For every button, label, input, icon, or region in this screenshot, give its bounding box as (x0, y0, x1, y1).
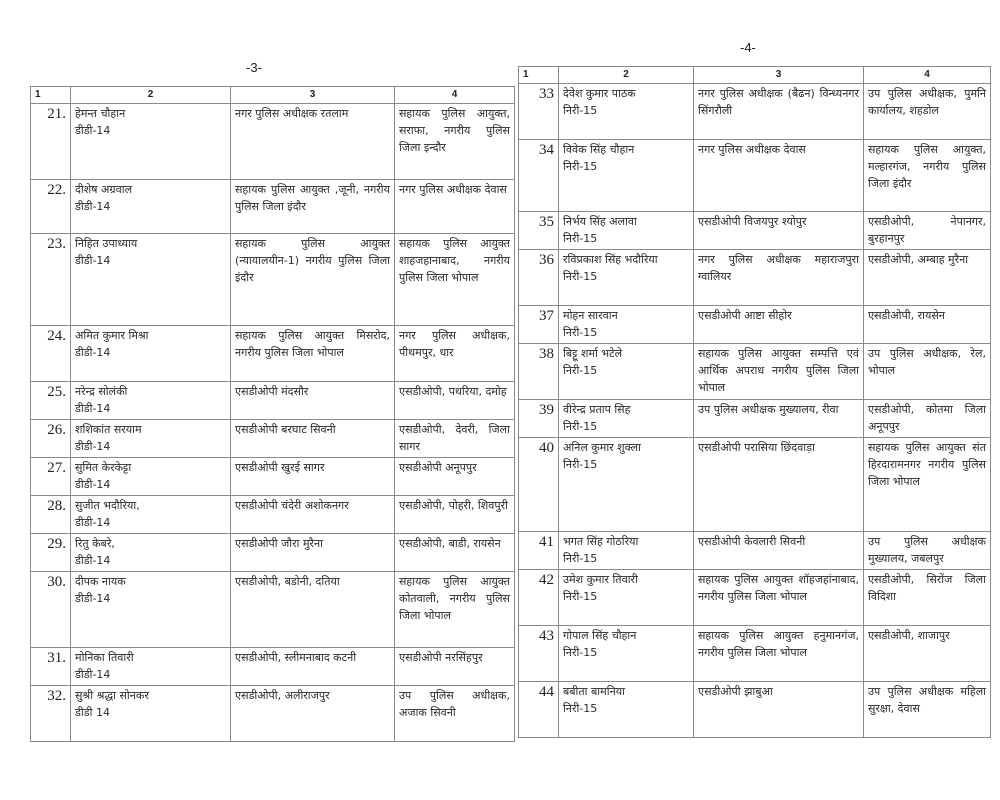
officer-cell (559, 532, 694, 570)
officer-cell (71, 326, 231, 382)
col-header-new-posting: 4 (395, 87, 515, 104)
serial-number: 32. (31, 686, 71, 742)
table-row (31, 648, 515, 686)
officer-name: गोपाल सिंह चौहान (563, 629, 637, 642)
col-header-name: 2 (71, 87, 231, 104)
officer-cell (559, 570, 694, 626)
officer-cell (559, 400, 694, 438)
officer-cell (559, 250, 694, 306)
current-posting: नगर पुलिस अधीक्षक रतलाम (231, 104, 395, 180)
serial-number: 21. (31, 104, 71, 180)
serial-number: 43 (519, 626, 559, 682)
serial-number: 38 (519, 344, 559, 400)
new-posting: एसडीओपी, शाजापुर (864, 626, 991, 682)
table-row (519, 250, 991, 306)
serial-number: 31. (31, 648, 71, 686)
serial-number: 22. (31, 180, 71, 234)
officer-rank: डीडी-14 (75, 346, 111, 359)
officer-name: हेमन्त चौहान (75, 107, 126, 120)
new-posting: एसडीओपी नरसिंहपुर (395, 648, 515, 686)
officer-name: रितु केबरे, (75, 537, 115, 550)
new-posting: एसडीओपी, बाडी, रायसेन (395, 534, 515, 572)
current-posting: सहायक पुलिस आयुक्त शॉहजहांनाबाद, नगरीय पुलिस जिला भोपाल (694, 570, 864, 626)
serial-number: 41 (519, 532, 559, 570)
new-posting: सहायक पुलिस आयुक्त शाहजहानाबाद, नगरीय पुलिस जिला भोपाल (395, 234, 515, 326)
officer-rank: निरी-15 (563, 364, 598, 377)
table-row (519, 344, 991, 400)
serial-number: 26. (31, 420, 71, 458)
current-posting: एसडीओपी केवलारी सिवनी (694, 532, 864, 570)
officer-rank: डीडी-14 (75, 516, 111, 529)
officer-cell (559, 626, 694, 682)
officer-rank: डीडी-14 (75, 554, 111, 567)
current-posting: एसडीओपी, अलीराजपुर (231, 686, 395, 742)
table-row (519, 400, 991, 438)
serial-number: 34 (519, 140, 559, 212)
officer-cell (559, 84, 694, 140)
officer-name: मोनिका तिवारी (75, 651, 134, 664)
page-number-left: -3- (246, 60, 262, 75)
col-header-serial: 1 (519, 67, 559, 84)
officer-cell (71, 382, 231, 420)
officer-rank: डीडी-14 (75, 668, 111, 681)
serial-number: 35 (519, 212, 559, 250)
officer-rank: डीडी-14 (75, 254, 111, 267)
officer-rank: डीडी-14 (75, 200, 111, 213)
officer-cell (71, 234, 231, 326)
serial-number: 33 (519, 84, 559, 140)
new-posting: एसडीओपी, देवरी, जिला सागर (395, 420, 515, 458)
officer-rank: निरी-15 (563, 702, 598, 715)
new-posting: उप पुलिस अधीक्षक, पुमनि कार्यालय, शहडोल (864, 84, 991, 140)
new-posting: एसडीओपी अनूपपुर (395, 458, 515, 496)
new-posting: एसडीओपी, पोहरी, शिवपुरी (395, 496, 515, 534)
officer-name: सुमित केरकेट्टा (75, 461, 132, 474)
new-posting: एसडीओपी, अम्बाह मुरैना (864, 250, 991, 306)
new-posting: उप पुलिस अधीक्षक, अजाक सिवनी (395, 686, 515, 742)
officer-name: नरेन्द्र सोलंकी (75, 385, 128, 398)
table-row (31, 382, 515, 420)
officer-name: दीपक नायक (75, 575, 126, 588)
current-posting: एसडीओपी, स्लीमनाबाद कटनी (231, 648, 395, 686)
officer-cell (71, 572, 231, 648)
officer-name: विवेक सिंह चौहान (563, 143, 635, 156)
officer-rank: डीडी 14 (75, 706, 110, 719)
officer-rank: निरी-15 (563, 646, 598, 659)
officer-name: मोहन सारवान (563, 309, 618, 322)
officer-cell (71, 458, 231, 496)
table-header-row (519, 67, 991, 84)
table-row (519, 570, 991, 626)
officer-cell (559, 306, 694, 344)
officer-name: देवेश कुमार पाठक (563, 87, 636, 100)
current-posting: नगर पुलिस अधीक्षक (बैढन) विन्ध्यनगर सिंगरौली (694, 84, 864, 140)
col-header-current-posting: 3 (231, 87, 395, 104)
table-row (31, 458, 515, 496)
current-posting: एसडीओपी परासिया छिंदवाड़ा (694, 438, 864, 532)
table-row (31, 496, 515, 534)
officer-rank: निरी-15 (563, 420, 598, 433)
officer-rank: डीडी-14 (75, 124, 111, 137)
current-posting: एसडीओपी झाबुआ (694, 682, 864, 738)
current-posting: एसडीओपी आष्टा सीहोर (694, 306, 864, 344)
serial-number: 39 (519, 400, 559, 438)
serial-number: 30. (31, 572, 71, 648)
new-posting: सहायक पुलिस आयुक्त संत हिरदारामनगर नगरीय पुलिस जिला भोपाल (864, 438, 991, 532)
officer-cell (71, 686, 231, 742)
officer-rank: निरी-15 (563, 232, 598, 245)
officer-cell (71, 534, 231, 572)
table-row (31, 534, 515, 572)
new-posting: नगर पुलिस अधीक्षक देवास (395, 180, 515, 234)
serial-number: 25. (31, 382, 71, 420)
page-number-right: -4- (740, 40, 756, 55)
officer-cell (559, 140, 694, 212)
serial-number: 23. (31, 234, 71, 326)
serial-number: 29. (31, 534, 71, 572)
current-posting: नगर पुलिस अधीक्षक महाराजपुरा ग्वालियर (694, 250, 864, 306)
table-row (519, 626, 991, 682)
table-header-row (31, 87, 515, 104)
scan-mark (500, 752, 502, 766)
current-posting: नगर पुलिस अधीक्षक देवास (694, 140, 864, 212)
table-row (519, 438, 991, 532)
table-row (31, 420, 515, 458)
officer-name: भगत सिंह गोठरिया (563, 535, 639, 548)
officer-cell (71, 496, 231, 534)
table-row (31, 572, 515, 648)
current-posting: एसडीओपी बरघाट सिवनी (231, 420, 395, 458)
officer-name: बबीता बामनिया (563, 685, 625, 698)
officer-name: अनिल कुमार शुक्ला (563, 441, 641, 454)
officer-name: दीशेष अग्रवाल (75, 183, 133, 196)
transfer-table-right (518, 66, 991, 738)
table-row (31, 326, 515, 382)
table-row (519, 532, 991, 570)
officer-name: उमेश कुमार तिवारी (563, 573, 638, 586)
serial-number: 40 (519, 438, 559, 532)
transfer-table-left (30, 86, 515, 742)
new-posting: उप पुलिस अधीक्षक महिला सुरक्षा, देवास (864, 682, 991, 738)
officer-cell (71, 648, 231, 686)
officer-rank: निरी-15 (563, 458, 598, 471)
officer-name: अमित कुमार मिश्रा (75, 329, 149, 342)
table-row (519, 140, 991, 212)
current-posting: सहायक पुलिस आयुक्त सम्पत्ति एवं आर्थिक अपराध नगरीय पुलिस जिला भोपाल (694, 344, 864, 400)
officer-name: निहित उपाध्याय (75, 237, 138, 250)
current-posting: एसडीओपी, बडोनी, दतिया (231, 572, 395, 648)
serial-number: 28. (31, 496, 71, 534)
current-posting: एसडीओपी जौरा मुरैना (231, 534, 395, 572)
serial-number: 44 (519, 682, 559, 738)
current-posting: एसडीओपी खुरई सागर (231, 458, 395, 496)
current-posting: सहायक पुलिस आयुक्त ,जूनी, नगरीय पुलिस जिला इंदौर (231, 180, 395, 234)
officer-cell (559, 682, 694, 738)
serial-number: 42 (519, 570, 559, 626)
current-posting: एसडीओपी विजयपुर श्योपुर (694, 212, 864, 250)
table-row (519, 306, 991, 344)
new-posting: सहायक पुलिस आयुक्त, मल्हारगंज, नगरीय पुलिस जिला इंदौर (864, 140, 991, 212)
current-posting: सहायक पुलिस आयुक्त मिसरोद, नगरीय पुलिस जिला भोपाल (231, 326, 395, 382)
officer-cell (71, 104, 231, 180)
table-row (31, 180, 515, 234)
serial-number: 37 (519, 306, 559, 344)
officer-cell (559, 438, 694, 532)
new-posting: एसडीओपी, रायसेन (864, 306, 991, 344)
table-row (519, 212, 991, 250)
col-header-serial: 1 (31, 87, 71, 104)
officer-cell (71, 420, 231, 458)
current-posting: एसडीओपी मंदसौर (231, 382, 395, 420)
serial-number: 36 (519, 250, 559, 306)
officer-name: सुजीत भदौरिया, (75, 499, 140, 512)
officer-rank: निरी-15 (563, 270, 598, 283)
serial-number: 24. (31, 326, 71, 382)
col-header-name: 2 (559, 67, 694, 84)
officer-rank: डीडी-14 (75, 402, 111, 415)
officer-cell (559, 344, 694, 400)
table-row (31, 104, 515, 180)
new-posting: एसडीओपी, सिरोंज जिला विदिशा (864, 570, 991, 626)
col-header-current-posting: 3 (694, 67, 864, 84)
officer-name: निर्भय सिंह अलावा (563, 215, 637, 228)
table-row (31, 686, 515, 742)
new-posting: नगर पुलिस अधीक्षक, पीथमपुर, धार (395, 326, 515, 382)
table-row (519, 682, 991, 738)
table-row (519, 84, 991, 140)
officer-rank: निरी-15 (563, 326, 598, 339)
officer-name: वीरेन्द्र प्रताप सिह (563, 403, 631, 416)
current-posting: उप पुलिस अधीक्षक मुख्यालय, रीवा (694, 400, 864, 438)
officer-name: रविप्रकाश सिंह भदौरिया (563, 253, 658, 266)
officer-rank: डीडी-14 (75, 440, 111, 453)
new-posting: सहायक पुलिस आयुक्त कोतवाली, नगरीय पुलिस जिला भोपाल (395, 572, 515, 648)
officer-rank: निरी-15 (563, 590, 598, 603)
new-posting: एसडीओपी, पथरिया, दमोह (395, 382, 515, 420)
current-posting: सहायक पुलिस आयुक्त हनुमानगंज, नगरीय पुलिस जिला भोपाल (694, 626, 864, 682)
new-posting: एसडीओपी, नेपानगर, बुरहानपुर (864, 212, 991, 250)
new-posting: उप पुलिस अधीक्षक, रेल, भोपाल (864, 344, 991, 400)
officer-rank: डीडी-14 (75, 478, 111, 491)
officer-cell (71, 180, 231, 234)
officer-rank: निरी-15 (563, 552, 598, 565)
serial-number: 27. (31, 458, 71, 496)
new-posting: सहायक पुलिस आयुक्त, सराफा, नगरीय पुलिस जिला इन्दौर (395, 104, 515, 180)
new-posting: उप पुलिस अधीक्षक मुख्यालय, जबलपुर (864, 532, 991, 570)
current-posting: एसडीओपी चंदेरी अशोकनगर (231, 496, 395, 534)
officer-cell (559, 212, 694, 250)
table-row (31, 234, 515, 326)
col-header-new-posting: 4 (864, 67, 991, 84)
officer-name: बिट्टू शर्मा भटेले (563, 347, 623, 360)
current-posting: सहायक पुलिस आयुक्त (न्यायालयीन-1) नगरीय पुलिस जिला इंदौर (231, 234, 395, 326)
officer-rank: निरी-15 (563, 104, 598, 117)
new-posting: एसडीओपी, कोतमा जिला अनूपपुर (864, 400, 991, 438)
officer-rank: डीडी-14 (75, 592, 111, 605)
officer-name: शशिकांत सरयाम (75, 423, 142, 436)
officer-name: सुश्री श्रद्धा सोनकर (75, 689, 149, 702)
officer-rank: निरी-15 (563, 160, 598, 173)
